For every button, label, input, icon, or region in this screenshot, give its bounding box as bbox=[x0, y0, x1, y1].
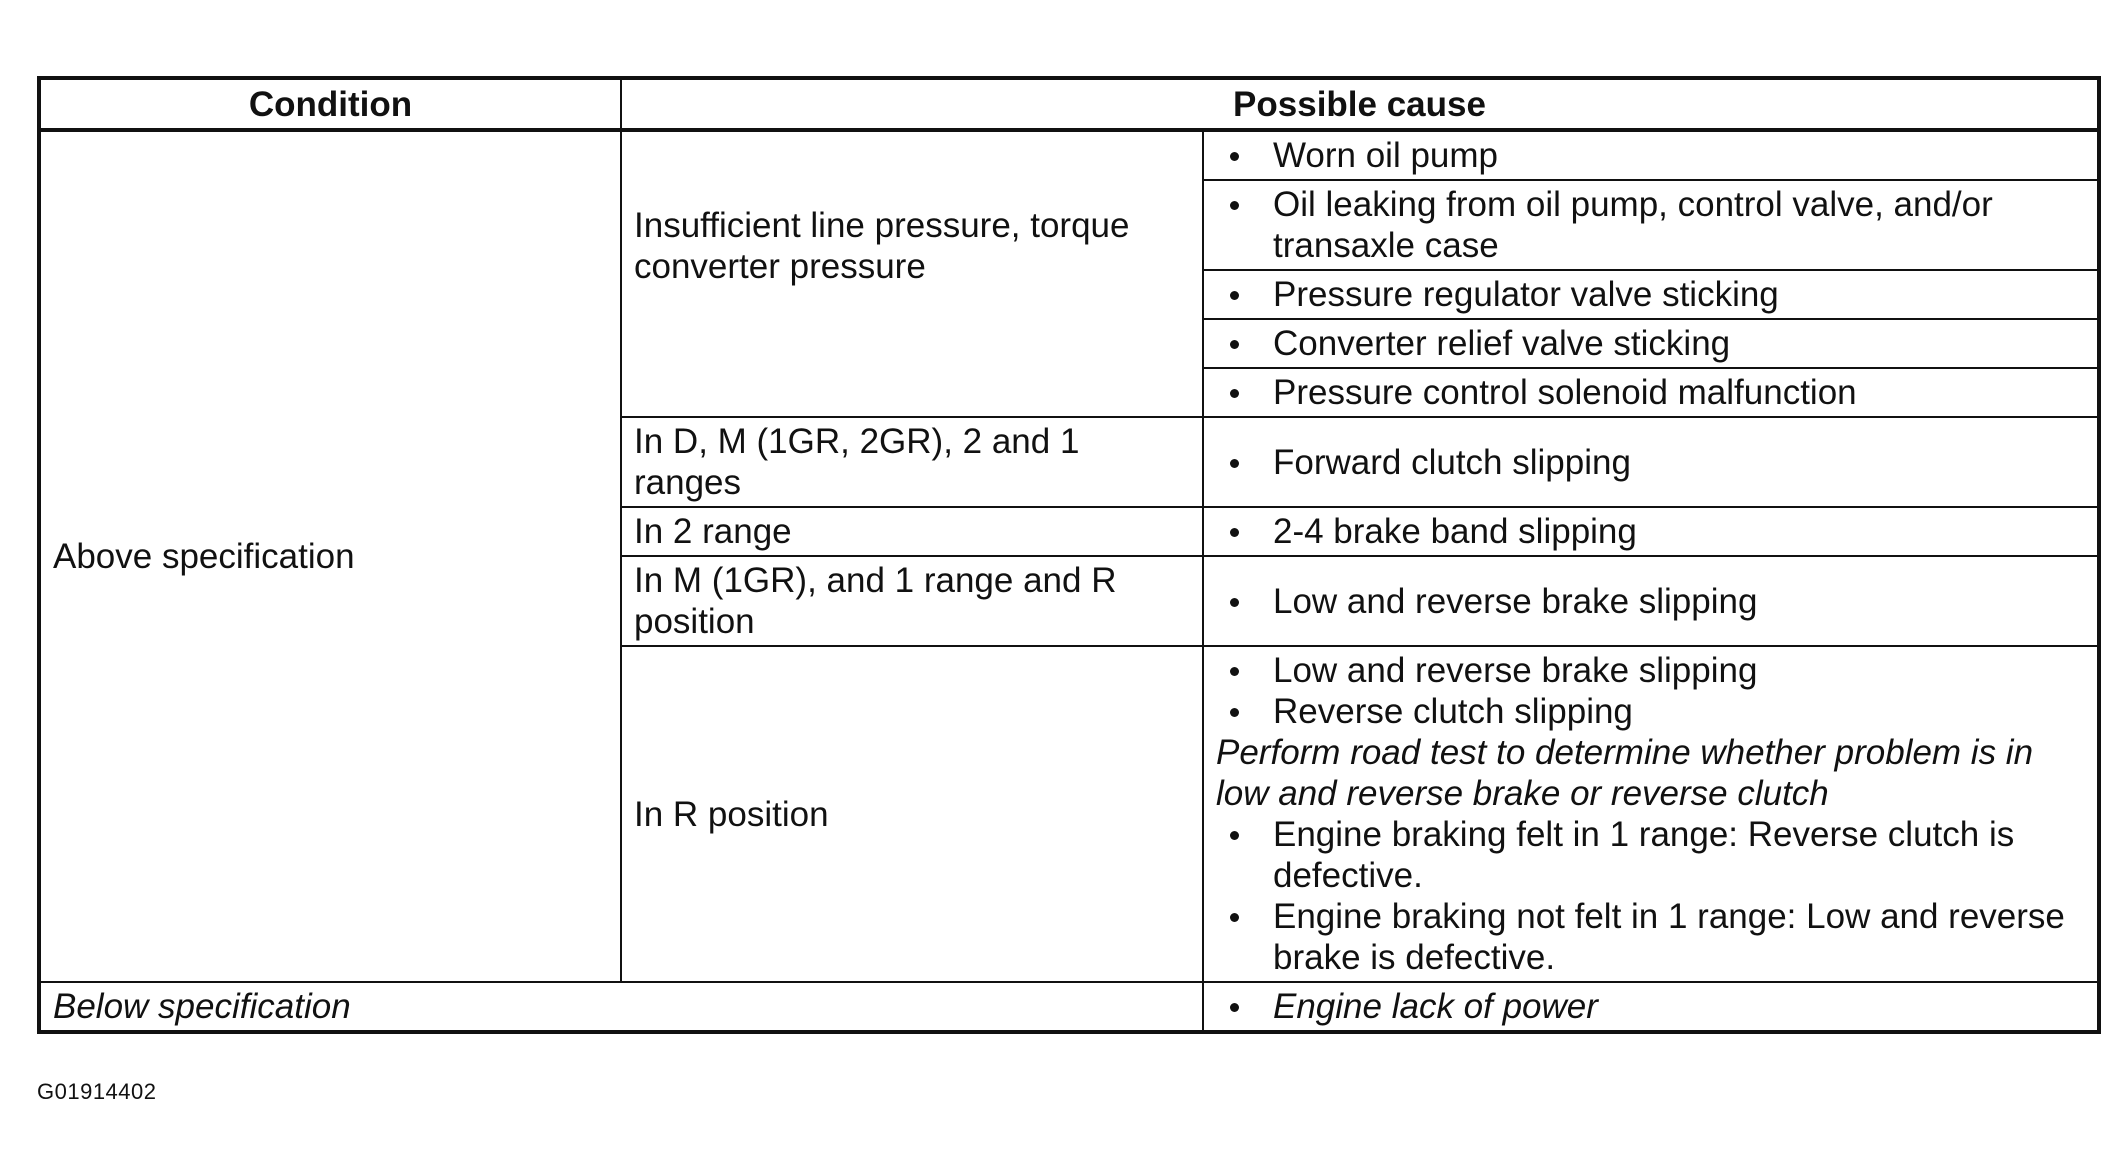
bullet-icon bbox=[1230, 152, 1239, 161]
cause-cell bbox=[1203, 319, 2099, 368]
bullet-icon bbox=[1230, 389, 1239, 398]
list-item bbox=[1204, 511, 2085, 552]
cause-cell bbox=[1203, 982, 2099, 1032]
cause-cell bbox=[1203, 368, 2099, 417]
sub-condition: In M (1GR), and 1 range and R position bbox=[621, 556, 1203, 646]
list-item bbox=[1204, 691, 2085, 732]
table-row bbox=[39, 982, 2099, 1032]
condition-below: Below specification bbox=[39, 982, 1203, 1032]
list-item bbox=[1204, 372, 2085, 413]
sub-condition: In D, M (1GR, 2GR), 2 and 1 ranges bbox=[621, 417, 1203, 507]
bullet-icon bbox=[1230, 598, 1239, 607]
list-item bbox=[1204, 986, 2085, 1027]
sub-condition: Insufficient line pressure, torque converter pressure bbox=[621, 130, 1203, 417]
header-condition: Condition bbox=[39, 78, 621, 130]
cause-cell bbox=[1203, 646, 2099, 982]
header-row bbox=[39, 78, 2099, 130]
diagnosis-table bbox=[37, 76, 2101, 1034]
cause-cell bbox=[1203, 507, 2099, 556]
list-item bbox=[1204, 814, 2085, 896]
sub-condition: In 2 range bbox=[621, 507, 1203, 556]
bullet-icon bbox=[1230, 291, 1239, 300]
cause-cell bbox=[1203, 417, 2099, 507]
cause-text: Forward clutch slipping bbox=[1273, 442, 1631, 482]
bullet-icon bbox=[1230, 201, 1239, 210]
list-item bbox=[1204, 650, 2085, 691]
cause-cell bbox=[1203, 556, 2099, 646]
cause-text: Worn oil pump bbox=[1273, 136, 1499, 175]
cause-text: Low and reverse brake slipping bbox=[1273, 581, 1758, 621]
table-row bbox=[39, 130, 2099, 180]
cause-cell bbox=[1203, 130, 2099, 180]
condition-above: Above specification bbox=[39, 130, 621, 982]
cause-text: Oil leaking from oil pump, control valve, and/or transaxle case bbox=[1273, 185, 1993, 265]
bullet-icon bbox=[1230, 831, 1239, 840]
bullet-icon bbox=[1230, 913, 1239, 922]
list-item bbox=[1204, 323, 2085, 364]
cause-cell bbox=[1203, 180, 2099, 270]
list-item bbox=[1204, 274, 2085, 315]
list-item bbox=[1204, 581, 2085, 622]
bullet-icon bbox=[1230, 340, 1239, 349]
cause-text: Engine braking felt in 1 range: Reverse clutch is defective. bbox=[1273, 815, 2015, 895]
list-item bbox=[1204, 896, 2085, 978]
list-item bbox=[1204, 135, 2085, 176]
bullet-icon bbox=[1230, 528, 1239, 537]
cause-text: Engine lack of power bbox=[1273, 987, 1598, 1026]
road-test-note: Perform road test to determine whether problem is in low and reverse brake or reverse clutch bbox=[1216, 733, 2034, 813]
cause-text: Reverse clutch slipping bbox=[1273, 692, 1633, 731]
figure-id: G01914402 bbox=[37, 1079, 157, 1104]
bullet-icon bbox=[1230, 459, 1239, 468]
cause-text: 2-4 brake band slipping bbox=[1273, 512, 1637, 551]
cause-text: Converter relief valve sticking bbox=[1273, 324, 1731, 363]
cause-text: Pressure control solenoid malfunction bbox=[1273, 373, 1857, 412]
bullet-icon bbox=[1230, 708, 1239, 717]
cause-text: Engine braking not felt in 1 range: Low and reverse brake is defective. bbox=[1273, 897, 2065, 977]
header-possible-cause: Possible cause bbox=[621, 78, 2099, 130]
list-item bbox=[1204, 442, 2085, 483]
cause-text: Low and reverse brake slipping bbox=[1273, 651, 1758, 690]
cause-text: Pressure regulator valve sticking bbox=[1273, 275, 1779, 314]
list-item bbox=[1204, 184, 2085, 266]
bullet-icon bbox=[1230, 667, 1239, 676]
sub-condition: In R position bbox=[621, 646, 1203, 982]
bullet-icon bbox=[1230, 1003, 1239, 1012]
cause-cell bbox=[1203, 270, 2099, 319]
